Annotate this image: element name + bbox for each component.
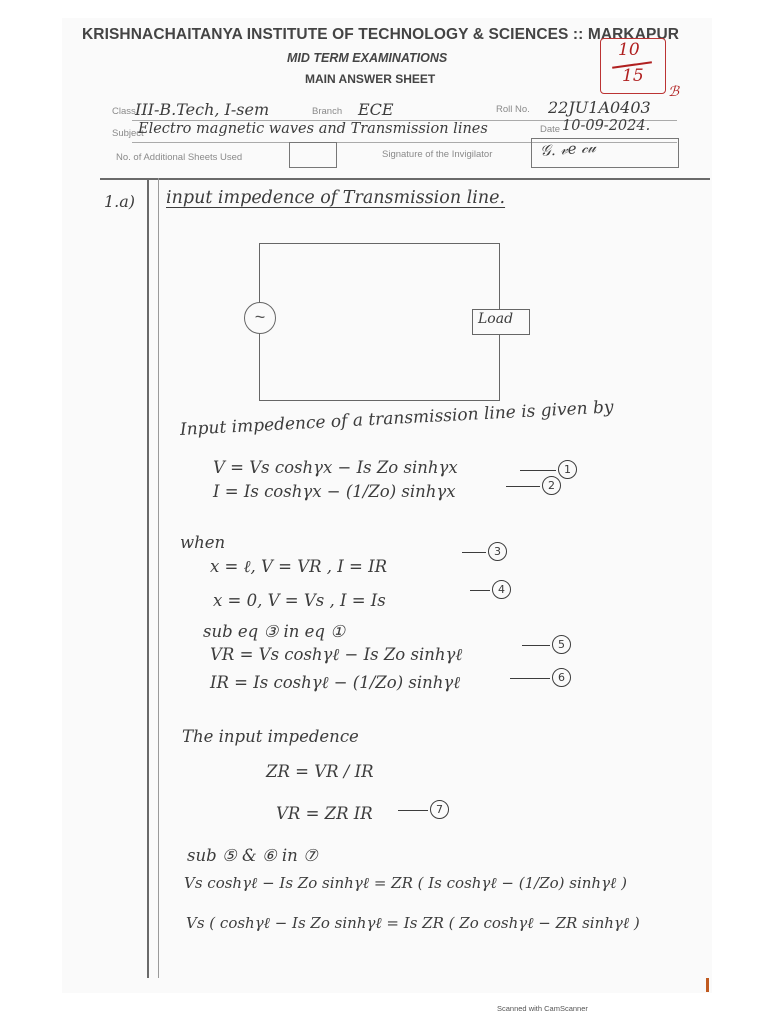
working-line-11: ZR = VR / IR xyxy=(266,762,374,781)
working-line-15: Vs ( coshγℓ − Is Zo sinhγℓ = Is ZR ( Zo coshγℓ − ZR sinhγℓ ) xyxy=(186,914,640,932)
working-line-6: x = 0, V = Vs , I = Is xyxy=(213,591,386,610)
exam-title: MID TERM EXAMINATIONS xyxy=(287,51,448,65)
rollno-label: Roll No. xyxy=(496,104,530,115)
class-label: Class xyxy=(112,106,136,117)
working-line-1: Input impedence of a transmission line is given by xyxy=(179,397,614,440)
question-number: 1.a) xyxy=(104,192,136,211)
rollno-value: 22JU1A0403 xyxy=(548,98,651,117)
eq-number: 3 xyxy=(488,542,507,561)
page-edge-mark xyxy=(706,978,709,992)
marks-initial: ℬ xyxy=(668,84,680,100)
working-line-9: IR = Is coshγℓ − (1/Zo) sinhγℓ xyxy=(210,673,461,692)
marks-total: 15 xyxy=(622,66,644,86)
transmission-line-diagram xyxy=(259,243,500,401)
eq-number: 2 xyxy=(542,476,561,495)
institute-name: KRISHNACHAITANYA INSTITUTE OF TECHNOLOGY & SCIENCES :: MARKAPUR xyxy=(82,26,680,43)
working-line-12: VR = ZR IR xyxy=(276,804,373,823)
scanner-watermark: Scanned with CamScanner xyxy=(497,1004,588,1013)
eq-number: 1 xyxy=(558,460,577,479)
working-line-10: The input impedence xyxy=(182,727,359,746)
working-line-13: sub ⑤ & ⑥ in ⑦ xyxy=(187,846,318,865)
question-heading: input impedence of Transmission line. xyxy=(166,188,506,208)
load-label: Load xyxy=(478,311,514,327)
date-value: 10-09-2024. xyxy=(562,118,651,134)
eq-number: 7 xyxy=(430,800,449,819)
working-line-4: when xyxy=(180,533,226,552)
header-divider xyxy=(100,178,710,180)
subject-label: Subject xyxy=(112,128,144,139)
left-border xyxy=(158,178,159,978)
additional-sheets-label: No. of Additional Sheets Used xyxy=(116,152,243,163)
marks-obtained: 10 xyxy=(618,40,640,60)
eq-number: 6 xyxy=(552,668,571,687)
subject-value: Electro magnetic waves and Transmission lines xyxy=(138,121,488,137)
date-label: Date xyxy=(540,124,561,135)
working-line-14: Vs coshγℓ − Is Zo sinhγℓ = ZR ( Is coshγℓ − (1/Zo) sinhγℓ ) xyxy=(184,874,627,892)
working-line-7: sub eq ③ in eq ① xyxy=(203,622,346,641)
signature-label: Signature of the Invigilator xyxy=(382,149,493,160)
working-line-2: V = Vs coshγx − Is Zo sinhγx xyxy=(213,458,458,477)
additional-sheets-box xyxy=(289,142,337,168)
working-line-5: x = ℓ, V = VR , I = IR xyxy=(210,557,388,576)
invigilator-signature: 𝒢. 𝓋𝑒 𝒸𝓊 xyxy=(539,138,597,160)
working-line-3: I = Is coshγx − (1/Zo) sinhγx xyxy=(213,482,456,501)
eq-number: 4 xyxy=(492,580,511,599)
working-line-8: VR = Vs coshγℓ − Is Zo sinhγℓ xyxy=(210,645,463,664)
branch-value: ECE xyxy=(358,100,394,119)
class-value: III-B.Tech, I-sem xyxy=(135,100,270,119)
sheet-type: MAIN ANSWER SHEET xyxy=(305,72,436,86)
eq-number: 5 xyxy=(552,635,571,654)
margin-line xyxy=(147,178,149,978)
ac-source-icon: ~ xyxy=(244,302,276,334)
branch-label: Branch xyxy=(312,106,343,117)
